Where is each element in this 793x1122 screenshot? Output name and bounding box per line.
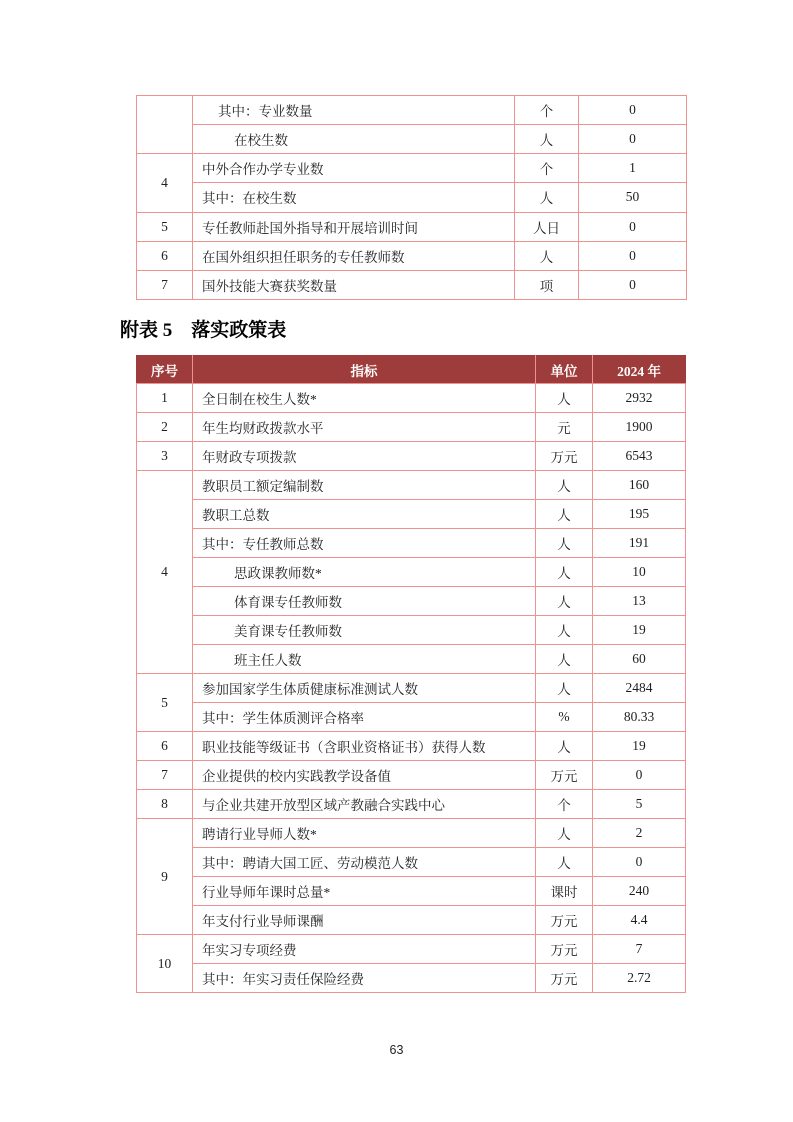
header-row	[137, 356, 686, 384]
value-cell: 60	[593, 645, 686, 674]
unit-cell: 人	[536, 645, 593, 674]
unit-cell: 万元	[536, 442, 593, 471]
indicator-cell: 班主任人数	[193, 645, 536, 674]
continued-table-body	[137, 96, 687, 300]
table-row	[137, 413, 686, 442]
indicator-cell: 全日制在校生人数*	[193, 384, 536, 413]
table-row	[137, 270, 687, 299]
seq-cell: 10	[137, 935, 193, 993]
unit-cell: 人	[536, 558, 593, 587]
policy-implementation-table	[136, 355, 686, 993]
unit-cell: 人	[536, 819, 593, 848]
seq-cell: 8	[137, 790, 193, 819]
unit-cell: %	[536, 703, 593, 732]
table-row	[137, 674, 686, 703]
indicator-cell: 在校生数	[193, 125, 515, 154]
table-row	[137, 500, 686, 529]
value-cell: 1900	[593, 413, 686, 442]
seq-cell: 3	[137, 442, 193, 471]
unit-cell: 人	[536, 616, 593, 645]
indicator-cell: 其中：专业数量	[193, 96, 515, 125]
value-cell: 6543	[593, 442, 686, 471]
value-cell: 4.4	[593, 906, 686, 935]
indicator-cell: 职业技能等级证书（含职业资格证书）获得人数	[193, 732, 536, 761]
unit-cell: 人	[515, 125, 579, 154]
value-cell: 1	[579, 154, 687, 183]
indicator-cell: 中外合作办学专业数	[193, 154, 515, 183]
header-year: 2024 年	[593, 356, 686, 384]
table-row	[137, 819, 686, 848]
indicator-cell: 其中：专任教师总数	[193, 529, 536, 558]
value-cell: 2.72	[593, 964, 686, 993]
unit-cell: 人	[515, 241, 579, 270]
value-cell: 2932	[593, 384, 686, 413]
table-row	[137, 125, 687, 154]
indicator-cell: 企业提供的校内实践教学设备值	[193, 761, 536, 790]
table-row	[137, 96, 687, 125]
table-row	[137, 183, 687, 212]
unit-cell: 元	[536, 413, 593, 442]
header-seq: 序号	[137, 356, 193, 384]
policy-table-body	[137, 384, 686, 993]
indicator-cell: 在国外组织担任职务的专任教师数	[193, 241, 515, 270]
table-row	[137, 645, 686, 674]
unit-cell: 万元	[536, 935, 593, 964]
unit-cell: 万元	[536, 761, 593, 790]
table-row	[137, 848, 686, 877]
indicator-cell: 专任教师赴国外指导和开展培训时间	[193, 212, 515, 241]
table-row	[137, 964, 686, 993]
value-cell: 0	[579, 270, 687, 299]
unit-cell: 人	[536, 500, 593, 529]
unit-cell: 项	[515, 270, 579, 299]
unit-cell: 万元	[536, 906, 593, 935]
table-row	[137, 558, 686, 587]
value-cell: 2484	[593, 674, 686, 703]
value-cell: 7	[593, 935, 686, 964]
value-cell: 2	[593, 819, 686, 848]
table-row	[137, 529, 686, 558]
table-row	[137, 935, 686, 964]
indicator-cell: 教职员工额定编制数	[193, 471, 536, 500]
unit-cell: 人	[536, 674, 593, 703]
indicator-cell: 美育课专任教师数	[193, 616, 536, 645]
header-unit: 单位	[536, 356, 593, 384]
value-cell: 50	[579, 183, 687, 212]
seq-cell: 7	[137, 270, 193, 299]
indicator-cell: 其中：学生体质测评合格率	[193, 703, 536, 732]
indicator-cell: 国外技能大赛获奖数量	[193, 270, 515, 299]
table-row	[137, 212, 687, 241]
value-cell: 0	[579, 96, 687, 125]
section-title: 附表 5 落实政策表	[120, 320, 287, 341]
unit-cell: 人日	[515, 212, 579, 241]
value-cell: 195	[593, 500, 686, 529]
unit-cell: 个	[515, 154, 579, 183]
value-cell: 13	[593, 587, 686, 616]
table-row	[137, 471, 686, 500]
unit-cell: 人	[536, 471, 593, 500]
policy-table-header	[137, 356, 686, 384]
value-cell: 10	[593, 558, 686, 587]
indicator-cell: 聘请行业导师人数*	[193, 819, 536, 848]
table-row	[137, 616, 686, 645]
table-row	[137, 703, 686, 732]
table-row	[137, 442, 686, 471]
indicator-cell: 年财政专项拨款	[193, 442, 536, 471]
unit-cell: 人	[536, 732, 593, 761]
seq-cell: 4	[137, 154, 193, 212]
indicator-cell: 年生均财政拨款水平	[193, 413, 536, 442]
seq-cell: 1	[137, 384, 193, 413]
unit-cell: 人	[536, 848, 593, 877]
indicator-cell: 行业导师年课时总量*	[193, 877, 536, 906]
value-cell: 0	[579, 212, 687, 241]
seq-cell: 9	[137, 819, 193, 935]
table-row	[137, 732, 686, 761]
indicator-cell: 其中：年实习责任保险经费	[193, 964, 536, 993]
table-row	[137, 154, 687, 183]
unit-cell: 课时	[536, 877, 593, 906]
value-cell: 0	[579, 125, 687, 154]
value-cell: 0	[579, 241, 687, 270]
seq-cell: 4	[137, 471, 193, 674]
continued-table	[136, 95, 687, 300]
seq-cell: 6	[137, 241, 193, 270]
value-cell: 191	[593, 529, 686, 558]
value-cell: 240	[593, 877, 686, 906]
indicator-cell: 与企业共建开放型区域产教融合实践中心	[193, 790, 536, 819]
indicator-cell: 年支付行业导师课酬	[193, 906, 536, 935]
seq-cell	[137, 96, 193, 154]
indicator-cell: 思政课教师数*	[193, 558, 536, 587]
indicator-cell: 体育课专任教师数	[193, 587, 536, 616]
table-row	[137, 877, 686, 906]
table-row	[137, 241, 687, 270]
header-indicator: 指标	[193, 356, 536, 384]
table-row	[137, 761, 686, 790]
table-row	[137, 587, 686, 616]
page-number: 63	[389, 1043, 404, 1057]
table-row	[137, 384, 686, 413]
value-cell: 0	[593, 848, 686, 877]
unit-cell: 人	[536, 529, 593, 558]
value-cell: 5	[593, 790, 686, 819]
value-cell: 19	[593, 732, 686, 761]
unit-cell: 人	[536, 384, 593, 413]
unit-cell: 人	[515, 183, 579, 212]
seq-cell: 6	[137, 732, 193, 761]
value-cell: 0	[593, 761, 686, 790]
seq-cell: 7	[137, 761, 193, 790]
value-cell: 19	[593, 616, 686, 645]
indicator-cell: 其中：在校生数	[193, 183, 515, 212]
unit-cell: 个	[515, 96, 579, 125]
table-row	[137, 906, 686, 935]
unit-cell: 个	[536, 790, 593, 819]
value-cell: 160	[593, 471, 686, 500]
seq-cell: 2	[137, 413, 193, 442]
value-cell: 80.33	[593, 703, 686, 732]
unit-cell: 万元	[536, 964, 593, 993]
indicator-cell: 教职工总数	[193, 500, 536, 529]
indicator-cell: 参加国家学生体质健康标准测试人数	[193, 674, 536, 703]
unit-cell: 人	[536, 587, 593, 616]
seq-cell: 5	[137, 212, 193, 241]
indicator-cell: 其中：聘请大国工匠、劳动模范人数	[193, 848, 536, 877]
seq-cell: 5	[137, 674, 193, 732]
table-row	[137, 790, 686, 819]
indicator-cell: 年实习专项经费	[193, 935, 536, 964]
